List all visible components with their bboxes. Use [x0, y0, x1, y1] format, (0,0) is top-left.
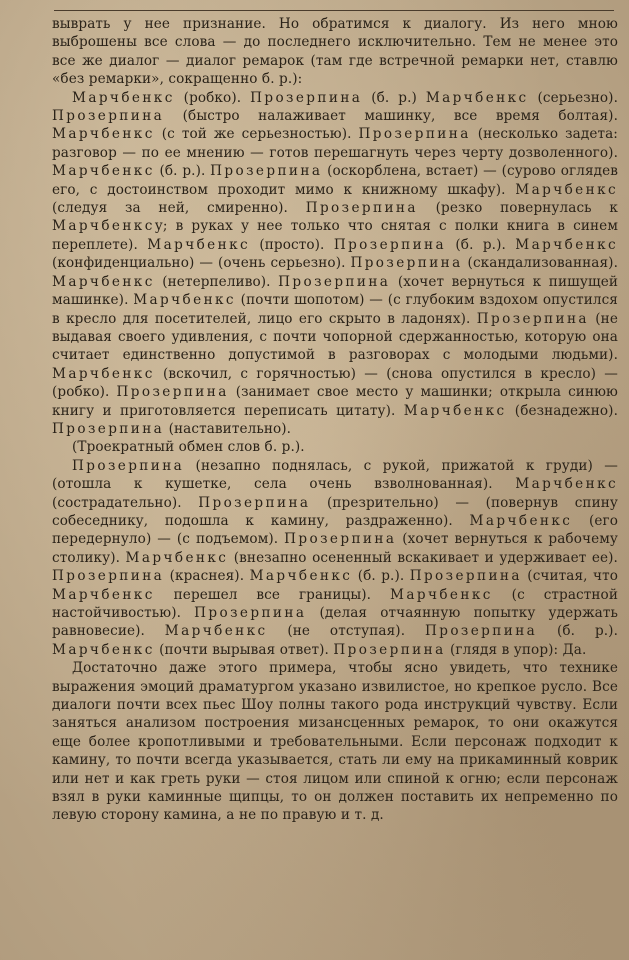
character-name: Марчбенкс: [515, 236, 619, 253]
paragraph-triple-exchange: (Троекратный обмен слов б. р.).: [72, 439, 305, 456]
paragraph-intro: выврать у нее признание. Но обратимся к диалогу. Из него мною выброшены все слова — до последнего исключительно. Тем не менее это все же диалог — диалог ремарок (там где встречной ремарки нет, ставлю «без ремарки», сокращенно б. р.):: [52, 16, 618, 88]
character-name: Марчбенкс: [52, 163, 155, 180]
character-name: Прозерпина: [198, 494, 311, 511]
paragraph-conclusion: Достаточно даже этого примера, чтобы ясно увидеть, что технике выражения эмоций драматургом указано извилистое, но крепкое русло. Все диалоги почти всех пьес Шоу полны такого рода инструкций чувству. Если заняться анализом построения мизансценных ремарок, то они окажутся еще более кропотливыми и требовательными. Если персонаж подходит к камину, то почти всегда указывается, стать ли ему на прикаминный коврик или нет и как греть руки — стоя лицом или спиной к огню; если персонаж взял в руки каминные щипцы, то он должен поставить их непременно по левую сторону камина, а не по правую и т. д.: [52, 660, 618, 824]
character-name: Марчбенкс: [515, 476, 618, 493]
character-name: Прозерпина: [52, 108, 165, 125]
character-name: Прозерпина: [358, 126, 471, 143]
character-name: Марчбенкс: [52, 586, 155, 603]
character-name: Марчбенкс: [72, 89, 175, 106]
character-name: Марчбенкс: [249, 568, 353, 585]
character-name: Марчбенкс: [390, 586, 493, 603]
character-name: Прозерпина: [476, 310, 589, 327]
character-name: Прозерпина: [333, 641, 446, 658]
character-name: Прозерпина: [278, 273, 391, 290]
character-name: Прозерпина: [194, 605, 307, 621]
character-name: Марчбенкс: [425, 89, 529, 106]
paragraph-dialogue-remarks-2: Прозерпина (незапно поднялась, с рукой, прижатой к груди) — (отошла к кушетке, села очень взволнованная). Марчбенкс (сострадательно). Прозерпина (презрительно) — (повернув спину собеседнику, подошла к камину, раздраженно). Марчбенкс (его передернуло) — (с подъемом). Прозерпина (хочет вернуться к рабочему столику). Марчбенкс (внезапно осененный вскакивает и удерживает ее). Прозерпина (краснея). Марчбенкс (б. р.). Прозерпина (считая, что Марчбенкс перешел все границы). Марчбенкс (с страстной настойчивостью). Прозерпина (делая отчаянную попытку удержать равновесие). Марчбенкс (не отступая). Прозерпина (б. р.). Марчбенкс (почти вырывая ответ). Прозерпина (глядя в упор): Да.: [52, 457, 619, 658]
character-name: Марчбенкс: [125, 549, 229, 566]
character-name: Прозерпина: [284, 531, 397, 548]
character-name: Прозерпина: [409, 568, 522, 585]
character-name: Прозерпина: [424, 623, 538, 640]
character-name: Марчбенкс: [403, 402, 507, 419]
character-name: Марчбенкс: [52, 641, 155, 658]
character-name: Прозерпина: [210, 163, 323, 180]
character-name: Марчбенкс: [52, 126, 155, 143]
character-name: Прозерпина: [72, 457, 185, 474]
character-name: Марчбенкс: [52, 218, 155, 235]
character-name: Прозерпина: [116, 384, 229, 401]
book-page: [52, 10, 618, 825]
character-name: Марчбенкс: [52, 273, 155, 290]
character-name: Прозерпина: [52, 420, 165, 437]
character-name: Марчбенкс: [133, 292, 236, 309]
character-name: Прозерпина: [333, 236, 447, 253]
character-name: Марчбенкс: [52, 365, 155, 382]
character-name: Прозерпина: [305, 200, 418, 217]
character-name: Прозерпина: [350, 255, 463, 272]
paragraph-dialogue-remarks-1: Марчбенкс (робко). Прозерпина (б. р.) Марчбенкс (серьезно). Прозерпина (быстро налаживает машинку, все время болтая). Марчбенкс (с той же серьезностью). Прозерпина (несколько задета: разговор — по ее мнению — готов перешагнуть через черту дозволенного). Марчбенкс (б. р.). Прозерпина (оскорблена, встает) — (сурово оглядев его, с достоинством проходит мимо к книжному шкафу). Марчбенкс (следуя за ней, смиренно). Прозерпина (резко повернулась к Марчбенксу; в руках у нее только что снятая с полки книга в синем переплете). Марчбенкс (просто). Прозерпина (б. р.). Марчбенкс (конфиденциально) — (очень серьезно). Прозерпина (скандализованная). Марчбенкс (нетерпеливо). Прозерпина (хочет вернуться к пишущей машинке). Марчбенкс (почти шопотом) — (с глубоким вздохом опустился в кресло для посетителей, лицо его скрыто в ладонях). Прозерпина (не выдавая своего удивления, с почти чопорной сдержанностью, которую она считает единственно допустимой в разговорах с молодыми людьми). Марчбенкс (вскочил, с горячностью) — (снова опустился в кресло) — (робко). Прозерпина (занимает свое место у машинки; открыла синюю книгу и приготовляется переписать цитату). Марчбенкс (безнадежно). Прозерпина (наставительно).: [52, 89, 619, 437]
character-name: Прозерпина: [250, 89, 363, 106]
character-name: Марчбенкс: [515, 181, 618, 198]
character-name: Марчбенкс: [147, 236, 250, 253]
character-name: Марчбенкс: [469, 512, 573, 529]
top-rule: [54, 10, 614, 11]
character-name: Прозерпина: [52, 568, 165, 585]
character-name: Марчбенкс: [164, 623, 268, 640]
